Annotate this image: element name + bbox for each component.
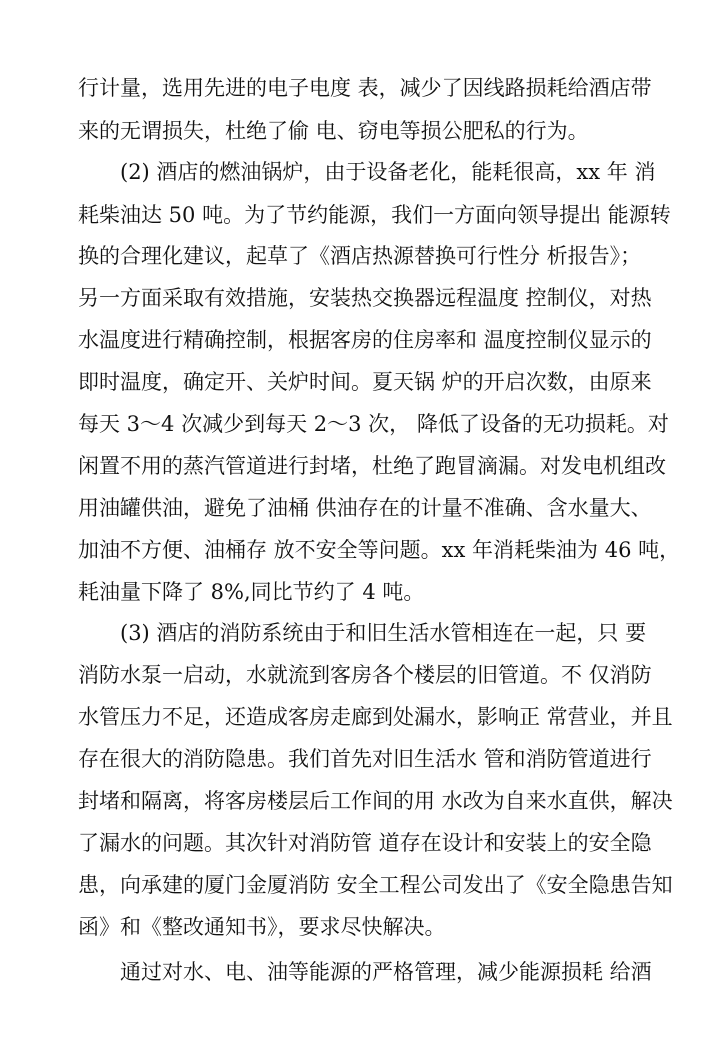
text-line: 另一方面采取有效措施，安装热交换器远程温度 控制仪，对热: [78, 286, 652, 310]
text-line: 每天 3～4 次减少到每天 2～3 次， 降低了设备的无功损耗。对: [78, 412, 669, 436]
text-line: 封堵和隔离，将客房楼层后工作间的用 水改为自来水直供，解决: [78, 789, 673, 813]
text-line: 行计量，选用先进的电子电度 表，减少了因线路损耗给酒店带: [78, 76, 652, 100]
text-line: 水管压力不足，还造成客房走廊到处漏水，影响正 常营业，并且: [78, 705, 673, 729]
text-line: 患，向承建的厦门金厦消防 安全工程公司发出了《安全隐患告知: [78, 873, 673, 897]
text-line: 了漏水的问题。其次针对消防管 道存在设计和安装上的安全隐: [78, 831, 652, 855]
text-line: 消防水泵一启动，水就流到客房各个楼层的旧管道。不 仅消防: [78, 663, 652, 687]
paragraph-start-line: 通过对水、电、油等能源的严格管理，减少能源损耗 给酒: [120, 960, 652, 984]
text-line: 来的无谓损失，杜绝了偷 电、窃电等损公肥私的行为。: [78, 119, 589, 143]
text-line: 用油罐供油，避免了油桶 供油存在的计量不准确、含水量大、: [78, 496, 652, 520]
text-line: 换的合理化建议，起草了《酒店热源替换可行性分 析报告》；: [78, 244, 642, 268]
text-line: 水温度进行精确控制，根据客房的住房率和 温度控制仪显示的: [78, 328, 652, 352]
text-line: 即时温度，确定开、关炉时间。夏天锅 炉的开启次数，由原来: [78, 370, 652, 394]
text-line: 加油不方便、油桶存 放不安全等问题。xx 年消耗柴油为 46 吨，: [78, 538, 681, 562]
text-line: 耗柴油达 50 吨。为了节约能源，我们一方面向领导提出 能源转: [78, 203, 671, 227]
paragraph-start-line: (3) 酒店的消防系统由于和旧生活水管相连在一起，只 要: [120, 621, 647, 645]
text-line: 耗油量下降了 8%,同比节约了 4 吨。: [78, 580, 425, 604]
text-line: 闲置不用的蒸汽管道进行封堵，杜绝了跑冒滴漏。对发电机组改: [78, 454, 666, 478]
text-line: 函》和《整改通知书》，要求尽快解决。: [78, 915, 446, 939]
text-line: 存在很大的消防隐患。我们首先对旧生活水 管和消防管道进行: [78, 747, 652, 771]
paragraph-start-line: (2) 酒店的燃油锅炉，由于设备老化，能耗很高，xx 年 消: [120, 160, 656, 184]
